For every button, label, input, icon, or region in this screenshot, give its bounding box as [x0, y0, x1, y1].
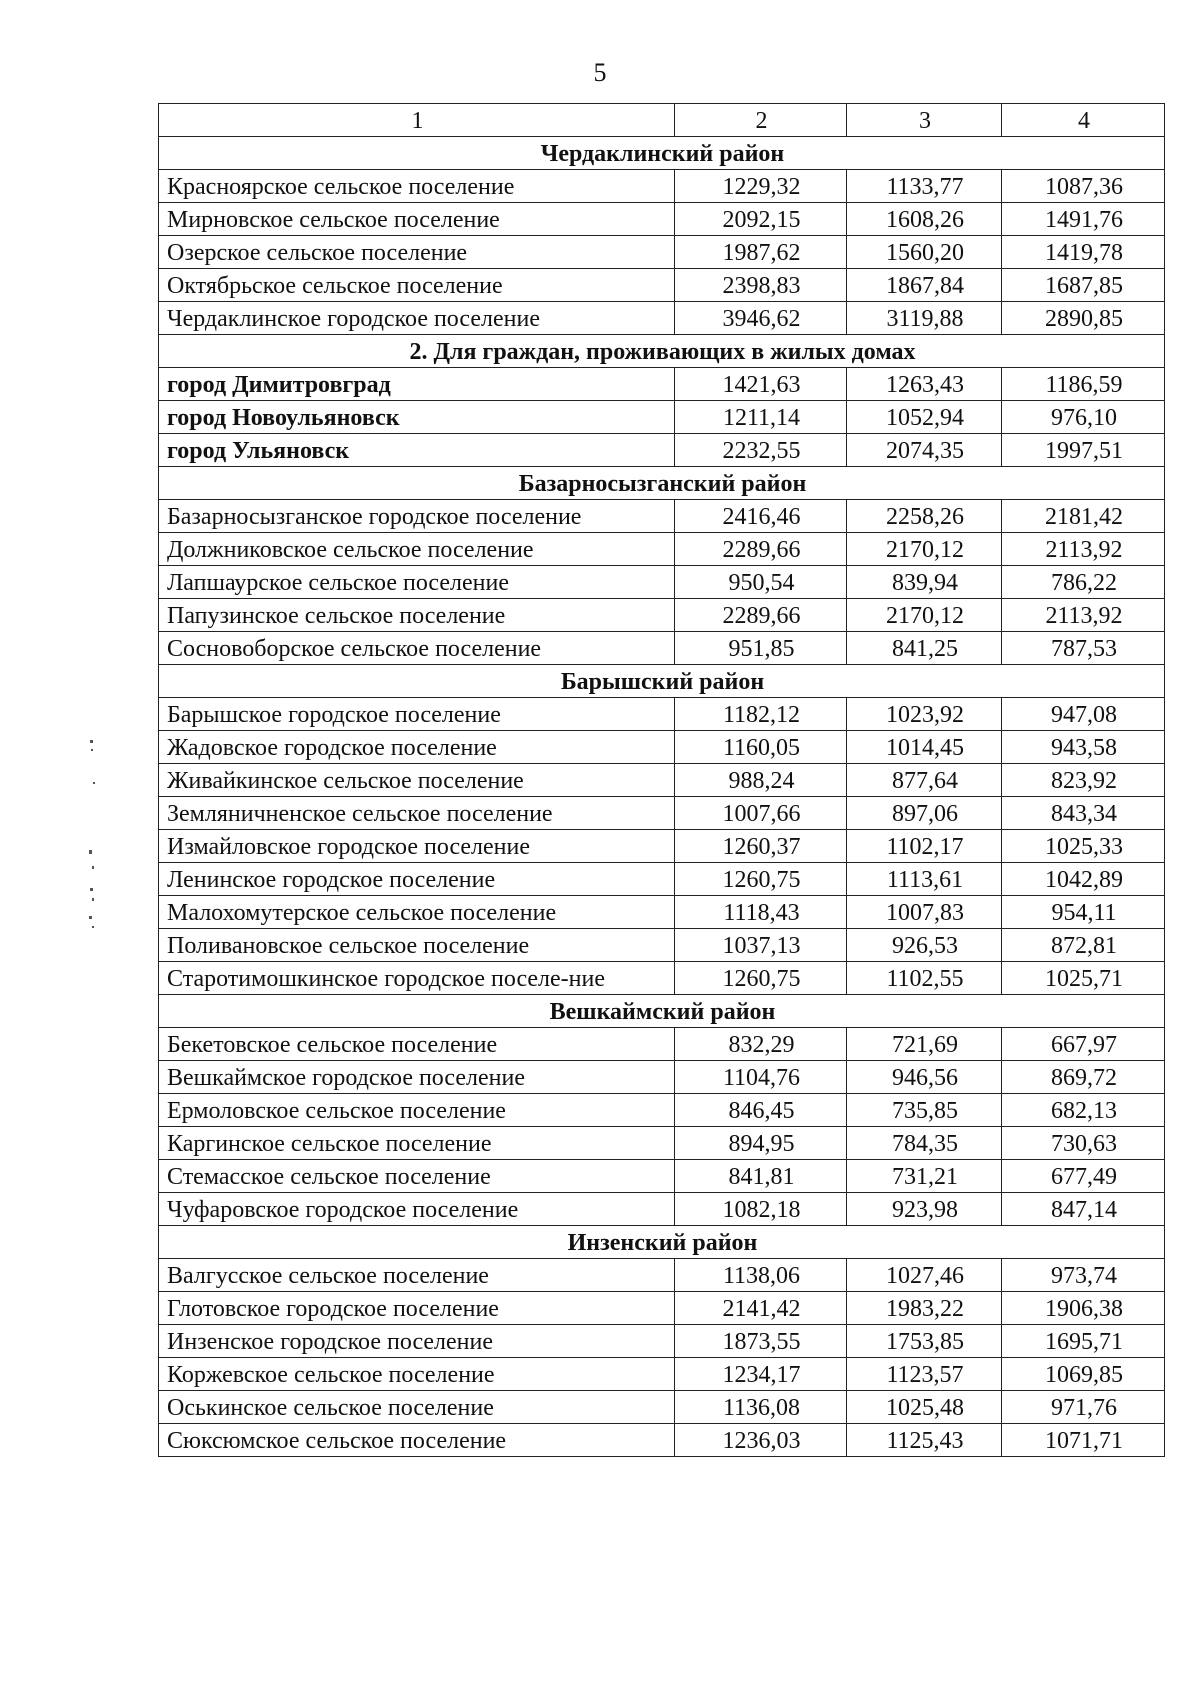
settlement-name: город Димитровград: [159, 368, 675, 401]
settlement-name: Ермоловское сельское поселение: [159, 1094, 675, 1127]
value-col-4: 1687,85: [1002, 269, 1165, 302]
value-col-3: 1007,83: [847, 896, 1002, 929]
value-col-2: 832,29: [675, 1028, 847, 1061]
value-col-4: 1491,76: [1002, 203, 1165, 236]
value-col-2: 1138,06: [675, 1259, 847, 1292]
table-row: [159, 302, 1165, 335]
value-col-2: 2416,46: [675, 500, 847, 533]
value-col-4: 971,76: [1002, 1391, 1165, 1424]
table-row: [159, 1094, 1165, 1127]
value-col-4: 1906,38: [1002, 1292, 1165, 1325]
value-col-4: 682,13: [1002, 1094, 1165, 1127]
settlement-name: город Ульяновск: [159, 434, 675, 467]
value-col-4: 2113,92: [1002, 599, 1165, 632]
table-row: [159, 1325, 1165, 1358]
header-cell-2: 2: [675, 104, 847, 137]
table-row: [159, 368, 1165, 401]
value-col-2: 1234,17: [675, 1358, 847, 1391]
settlement-name: город Новоульяновск: [159, 401, 675, 434]
settlement-name: Земляничненское сельское поселение: [159, 797, 675, 830]
value-col-3: 1263,43: [847, 368, 1002, 401]
value-col-3: 926,53: [847, 929, 1002, 962]
value-col-4: 1069,85: [1002, 1358, 1165, 1391]
value-col-3: 1027,46: [847, 1259, 1002, 1292]
value-col-2: 1160,05: [675, 731, 847, 764]
value-col-3: 841,25: [847, 632, 1002, 665]
value-col-3: 839,94: [847, 566, 1002, 599]
table-row: [159, 599, 1165, 632]
settlement-name: Красноярское сельское поселение: [159, 170, 675, 203]
value-col-2: 1082,18: [675, 1193, 847, 1226]
value-col-4: 947,08: [1002, 698, 1165, 731]
settlement-name: Озерское сельское поселение: [159, 236, 675, 269]
value-col-3: 1123,57: [847, 1358, 1002, 1391]
value-col-2: 1260,75: [675, 962, 847, 995]
table-row: [159, 1292, 1165, 1325]
value-col-4: 1997,51: [1002, 434, 1165, 467]
value-col-4: 2890,85: [1002, 302, 1165, 335]
value-col-3: 1608,26: [847, 203, 1002, 236]
settlement-name: Барышское городское поселение: [159, 698, 675, 731]
settlement-name: Стемасское сельское поселение: [159, 1160, 675, 1193]
value-col-3: 1133,77: [847, 170, 1002, 203]
table-row: [159, 170, 1165, 203]
value-col-4: 667,97: [1002, 1028, 1165, 1061]
table-row: [159, 1028, 1165, 1061]
value-col-4: 1419,78: [1002, 236, 1165, 269]
section-row: [159, 467, 1165, 500]
scan-specks: [88, 740, 102, 970]
value-col-4: 847,14: [1002, 1193, 1165, 1226]
settlement-name: Ленинское городское поселение: [159, 863, 675, 896]
value-col-3: 1125,43: [847, 1424, 1002, 1457]
settlement-name: Валгусское сельское поселение: [159, 1259, 675, 1292]
settlement-name: Каргинское сельское поселение: [159, 1127, 675, 1160]
settlement-name: Оськинское сельское поселение: [159, 1391, 675, 1424]
settlement-name: Коржевское сельское поселение: [159, 1358, 675, 1391]
value-col-4: 872,81: [1002, 929, 1165, 962]
value-col-4: 869,72: [1002, 1061, 1165, 1094]
value-col-4: 823,92: [1002, 764, 1165, 797]
section-row: [159, 137, 1165, 170]
value-col-2: 950,54: [675, 566, 847, 599]
table-row: [159, 797, 1165, 830]
value-col-3: 1113,61: [847, 863, 1002, 896]
table-row: [159, 896, 1165, 929]
value-col-4: 2181,42: [1002, 500, 1165, 533]
settlement-name: Должниковское сельское поселение: [159, 533, 675, 566]
header-cell-3: 3: [847, 104, 1002, 137]
value-col-2: 2232,55: [675, 434, 847, 467]
value-col-2: 1118,43: [675, 896, 847, 929]
value-col-4: 1025,71: [1002, 962, 1165, 995]
section-row: [159, 335, 1165, 368]
value-col-4: 1071,71: [1002, 1424, 1165, 1457]
value-col-2: 846,45: [675, 1094, 847, 1127]
value-col-4: 1042,89: [1002, 863, 1165, 896]
header-cell-1: 1: [159, 104, 675, 137]
table-row: [159, 698, 1165, 731]
table-row: [159, 236, 1165, 269]
value-col-4: 843,34: [1002, 797, 1165, 830]
settlement-name: Старотимошкинское городское поселе-ние: [159, 962, 675, 995]
value-col-3: 1560,20: [847, 236, 1002, 269]
settlement-name: Глотовское городское поселение: [159, 1292, 675, 1325]
value-col-2: 1229,32: [675, 170, 847, 203]
value-col-4: 2113,92: [1002, 533, 1165, 566]
value-col-4: 954,11: [1002, 896, 1165, 929]
value-col-4: 1087,36: [1002, 170, 1165, 203]
value-col-4: 1025,33: [1002, 830, 1165, 863]
table-row: [159, 1391, 1165, 1424]
value-col-3: 1102,17: [847, 830, 1002, 863]
value-col-2: 1211,14: [675, 401, 847, 434]
section-title: Инзенский район: [159, 1226, 1165, 1259]
value-col-2: 2141,42: [675, 1292, 847, 1325]
settlement-name: Папузинское сельское поселение: [159, 599, 675, 632]
header-cell-4: 4: [1002, 104, 1165, 137]
value-col-4: 1695,71: [1002, 1325, 1165, 1358]
settlement-name: Бекетовское сельское поселение: [159, 1028, 675, 1061]
value-col-2: 2289,66: [675, 599, 847, 632]
table-row: [159, 500, 1165, 533]
value-col-4: 730,63: [1002, 1127, 1165, 1160]
value-col-3: 1023,92: [847, 698, 1002, 731]
section-row: [159, 665, 1165, 698]
table-row: [159, 401, 1165, 434]
value-col-2: 1182,12: [675, 698, 847, 731]
value-col-2: 894,95: [675, 1127, 847, 1160]
value-col-2: 1421,63: [675, 368, 847, 401]
table-row: [159, 1061, 1165, 1094]
table-header-row: [159, 104, 1165, 137]
settlement-name: Инзенское городское поселение: [159, 1325, 675, 1358]
settlement-name: Живайкинское сельское поселение: [159, 764, 675, 797]
section-title: Базарносызганский район: [159, 467, 1165, 500]
value-col-4: 677,49: [1002, 1160, 1165, 1193]
value-col-3: 1983,22: [847, 1292, 1002, 1325]
settlement-name: Сюксюмское сельское поселение: [159, 1424, 675, 1457]
table-row: [159, 1424, 1165, 1457]
value-col-4: 976,10: [1002, 401, 1165, 434]
value-col-3: 1025,48: [847, 1391, 1002, 1424]
table-row: [159, 1259, 1165, 1292]
table-row: [159, 929, 1165, 962]
value-col-2: 1136,08: [675, 1391, 847, 1424]
value-col-3: 735,85: [847, 1094, 1002, 1127]
settlement-name: Жадовское городское поселение: [159, 731, 675, 764]
value-col-3: 721,69: [847, 1028, 1002, 1061]
table-row: [159, 632, 1165, 665]
value-col-2: 1037,13: [675, 929, 847, 962]
settlement-name: Чуфаровское городское поселение: [159, 1193, 675, 1226]
value-col-2: 1007,66: [675, 797, 847, 830]
table-row: [159, 434, 1165, 467]
table-row: [159, 830, 1165, 863]
value-col-3: 2074,35: [847, 434, 1002, 467]
settlement-name: Октябрьское сельское поселение: [159, 269, 675, 302]
value-col-3: 1052,94: [847, 401, 1002, 434]
table-row: [159, 1127, 1165, 1160]
value-col-3: 1102,55: [847, 962, 1002, 995]
value-col-3: 731,21: [847, 1160, 1002, 1193]
value-col-2: 951,85: [675, 632, 847, 665]
settlement-name: Мирновское сельское поселение: [159, 203, 675, 236]
page-number: 5: [593, 58, 607, 87]
value-col-3: 2170,12: [847, 533, 1002, 566]
value-col-4: 943,58: [1002, 731, 1165, 764]
value-col-3: 2170,12: [847, 599, 1002, 632]
value-col-4: 786,22: [1002, 566, 1165, 599]
tariff-table: [158, 103, 1165, 1457]
table-body: [159, 104, 1165, 1457]
section-title: Барышский район: [159, 665, 1165, 698]
table-row: [159, 533, 1165, 566]
settlement-name: Малохомутерское сельское поселение: [159, 896, 675, 929]
table-row: [159, 566, 1165, 599]
value-col-4: 1186,59: [1002, 368, 1165, 401]
value-col-2: 1873,55: [675, 1325, 847, 1358]
value-col-2: 841,81: [675, 1160, 847, 1193]
settlement-name: Чердаклинское городское поселение: [159, 302, 675, 335]
value-col-2: 1987,62: [675, 236, 847, 269]
section-title: Чердаклинский район: [159, 137, 1165, 170]
value-col-4: 973,74: [1002, 1259, 1165, 1292]
table-row: [159, 1358, 1165, 1391]
section-title: 2. Для граждан, проживающих в жилых домах: [159, 335, 1165, 368]
value-col-2: 3946,62: [675, 302, 847, 335]
value-col-3: 2258,26: [847, 500, 1002, 533]
settlement-name: Сосновоборское сельское поселение: [159, 632, 675, 665]
value-col-3: 897,06: [847, 797, 1002, 830]
settlement-name: Вешкаймское городское поселение: [159, 1061, 675, 1094]
section-title: Вешкаймский район: [159, 995, 1165, 1028]
value-col-3: 784,35: [847, 1127, 1002, 1160]
value-col-3: 946,56: [847, 1061, 1002, 1094]
value-col-4: 787,53: [1002, 632, 1165, 665]
table-row: [159, 203, 1165, 236]
settlement-name: Поливановское сельское поселение: [159, 929, 675, 962]
table-row: [159, 731, 1165, 764]
settlement-name: Базарносызганское городское поселение: [159, 500, 675, 533]
value-col-2: 1104,76: [675, 1061, 847, 1094]
value-col-2: 2398,83: [675, 269, 847, 302]
value-col-2: 2092,15: [675, 203, 847, 236]
table-row: [159, 764, 1165, 797]
table-row: [159, 269, 1165, 302]
value-col-3: 1753,85: [847, 1325, 1002, 1358]
value-col-3: 3119,88: [847, 302, 1002, 335]
value-col-2: 2289,66: [675, 533, 847, 566]
section-row: [159, 995, 1165, 1028]
value-col-3: 1867,84: [847, 269, 1002, 302]
table-row: [159, 962, 1165, 995]
value-col-3: 877,64: [847, 764, 1002, 797]
table-row: [159, 863, 1165, 896]
value-col-2: 988,24: [675, 764, 847, 797]
value-col-3: 1014,45: [847, 731, 1002, 764]
section-row: [159, 1226, 1165, 1259]
value-col-2: 1260,75: [675, 863, 847, 896]
table-row: [159, 1193, 1165, 1226]
value-col-2: 1260,37: [675, 830, 847, 863]
value-col-3: 923,98: [847, 1193, 1002, 1226]
settlement-name: Измайловское городское поселение: [159, 830, 675, 863]
value-col-2: 1236,03: [675, 1424, 847, 1457]
table-row: [159, 1160, 1165, 1193]
settlement-name: Лапшаурское сельское поселение: [159, 566, 675, 599]
